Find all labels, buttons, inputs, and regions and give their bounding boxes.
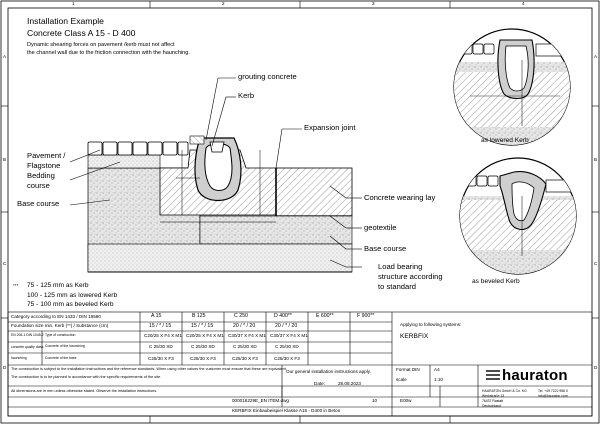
- footer-text-2: The construction is to be planned in accordance with the specific requirements of the site.: [11, 375, 162, 379]
- format-value: A4: [434, 367, 440, 372]
- applying-label: Applying to following systems:: [400, 322, 462, 327]
- label-base-course-left: Base course: [17, 199, 60, 208]
- class-d400: D 400**: [274, 313, 292, 319]
- email: info@hauraton.com: [538, 394, 568, 398]
- label-load-bearing-2: structure according: [378, 272, 443, 281]
- address-line: Deutschland: [482, 404, 501, 408]
- label-load-bearing-1: Load bearing: [378, 262, 423, 271]
- label-load-bearing-3: to standard: [378, 282, 416, 291]
- table-cell: C30/37 X F4 X M1: [228, 333, 266, 338]
- label-expansion-joint: Expansion joint: [304, 123, 356, 132]
- row-base-label: Concrete of the base: [45, 356, 77, 360]
- row-min-size-label: Foundation size min. Kerb (**) / Substance (cm): [11, 323, 109, 328]
- footer-text-3: All dimensions are in mm unless otherwise stated. Observe the installation instructions.: [11, 389, 158, 393]
- border-letter: B: [3, 157, 7, 162]
- border-letter: B: [594, 157, 598, 162]
- table-cell: C25/30 X F3: [148, 356, 174, 361]
- address-line: 76437 Rastatt: [482, 399, 504, 403]
- detail-beveled-kerb: [458, 158, 578, 276]
- side-label: concrete quality class: [11, 345, 44, 349]
- border-number: 3: [372, 1, 375, 6]
- dimension-note-1: 75 - 125 mm as Kerb: [27, 282, 89, 289]
- date-label: Date:: [314, 381, 325, 386]
- table-cell: C 25/30 XD: [191, 344, 215, 349]
- side-label: haunching: [11, 356, 27, 360]
- bedding-course: [88, 155, 160, 168]
- label-bedding-course: course: [27, 181, 50, 190]
- dimension-marker: ***: [13, 283, 19, 288]
- class-b125: B 125: [192, 313, 206, 319]
- table-cell: 15 / * / 15: [191, 323, 214, 329]
- label-bedding: Bedding: [27, 171, 55, 180]
- phone: Tel. +49 7222 958 0: [538, 389, 568, 393]
- border-letter: C: [3, 261, 7, 266]
- note-line-2: the channel wall due to the friction connection with the haunching.: [27, 50, 190, 56]
- label-flagstone: Flagstone: [27, 161, 61, 170]
- border-letter: A: [594, 54, 598, 59]
- title-line-2: Concrete Class A 15 - D 400: [27, 28, 136, 38]
- table-cell: C30/37 X F4 X M1: [270, 333, 308, 338]
- border-number: 2: [222, 1, 225, 6]
- label-concrete-wearing-layer: Concrete wearing lay: [364, 193, 436, 202]
- address-line: HAURATON GmbH & Co. KG: [482, 389, 527, 393]
- table-cell: C 25/30 XD: [233, 344, 257, 349]
- row-haunching-label: Concrete of the haunching: [45, 344, 85, 348]
- label-grouting-concrete: grouting concrete: [238, 72, 297, 81]
- label-as-beveled-kerb: as beveled Kerb: [472, 278, 520, 285]
- flagstones: [88, 142, 188, 155]
- system-name: KERBFIX: [400, 333, 429, 340]
- border-letter: A: [3, 54, 7, 59]
- address-line: Werkstraße 13: [482, 394, 505, 398]
- dimension-note-2: 100 - 125 mm as lowered Kerb: [27, 292, 118, 299]
- dimension-note-3: 75 - 100 mm as beveled Kerb: [27, 301, 114, 308]
- note-line-1: Dynamic shearing forces on pavement /kerb must not affect: [27, 42, 175, 48]
- title-line-1: Installation Example: [27, 16, 104, 26]
- border-number: 4: [522, 1, 525, 6]
- table-cell: C25/30 X F3: [190, 356, 216, 361]
- table-cell: 15 / * / 15: [149, 323, 172, 329]
- general-instructions: Our general installation instructions apply.: [286, 369, 371, 374]
- class-e600: E 600**: [316, 313, 334, 319]
- table-cell: C20/25 X F4 X M1: [144, 333, 182, 338]
- drawing-description: KERBFIX Einbaubeispiel Klasse A15 - D400 in Beton: [232, 408, 341, 413]
- label-base-course-right: Base course: [364, 244, 407, 253]
- detail-lowered-kerb: [452, 29, 572, 152]
- border-letter: C: [594, 261, 598, 266]
- format-label: Format DIN: [396, 367, 420, 372]
- table-cell: C 25/30 XD: [275, 344, 299, 349]
- table-header-label: Category according to EN 1433 / DIN 19580: [11, 314, 101, 319]
- label-as-lowered-kerb: as lowered Kerb: [481, 137, 529, 144]
- scale-label: scale: [396, 377, 407, 382]
- hauraton-logo-icon: [486, 371, 500, 379]
- class-c250: C 250: [234, 313, 248, 319]
- footer-text-1: The construction is subject to the installation instructions and the reference standards. When using other values the customer must ensure that these are equivalent.: [11, 367, 287, 371]
- sheet-number: 10: [372, 398, 378, 403]
- row-type-label: Type of construction: [45, 333, 76, 337]
- border-letter: D: [3, 365, 7, 370]
- border-letter: D: [594, 365, 598, 370]
- table-cell: 20 / * / 20: [275, 323, 298, 329]
- table-cell: C25/30 X F3: [232, 356, 258, 361]
- drawing-number: 000016229E_EN ITEM.dwg: [232, 398, 289, 403]
- class-a15: A 15: [151, 313, 162, 319]
- label-pavement: Pavement /: [27, 151, 66, 160]
- label-geotextile: geotextile: [364, 223, 397, 232]
- revision: E00w: [400, 398, 412, 403]
- scale-value: 1:10: [434, 377, 443, 382]
- side-label: EN 206-1 DIN 1045-2: [11, 333, 44, 337]
- border-number: 1: [72, 1, 75, 6]
- table-cell: C 25/30 XD: [149, 344, 173, 349]
- brand-name: hauraton: [502, 367, 568, 384]
- label-kerb: Kerb: [238, 91, 255, 100]
- concrete-wearing-layer: [276, 168, 352, 216]
- table-cell: 20 / * / 20: [233, 323, 256, 329]
- table-cell: C25/30 X F3: [274, 356, 300, 361]
- date-value: 28.08.2023: [338, 381, 361, 386]
- class-f900: F 900**: [357, 313, 375, 319]
- table-cell: C20/25 X F4 X M1: [186, 333, 224, 338]
